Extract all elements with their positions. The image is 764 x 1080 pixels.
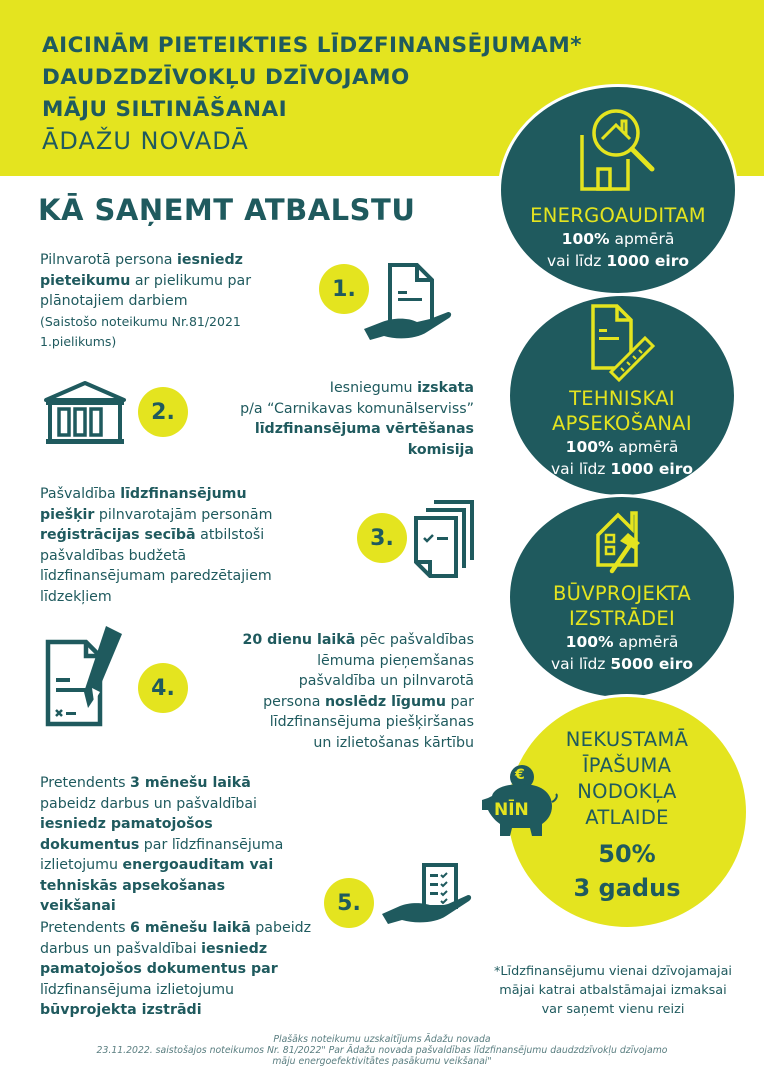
benefit-building-design [507,494,737,700]
text-bold: 100% [561,230,610,248]
house-hammer-icon [510,505,734,581]
text: pēc pašvaldības [355,632,474,648]
text-bold: veikšanai [40,898,116,914]
text-bold: pamatojošos dokumentus par [40,961,278,977]
text: darbus un pašvaldībai [40,940,202,957]
document-in-hand-icon [362,262,457,346]
step-1-note: (Saistošo noteikumu Nr.81/2021 [40,313,241,329]
benefit-percent [510,631,734,653]
text: Pilnvarotā persona [40,252,178,268]
footnote-line: var saņemt vienu reizi [541,1002,685,1017]
section-title: KĀ SAŅEMT ATBALSTU [38,193,416,227]
text: līdzfinansējumam paredzētajiem [40,568,272,584]
text-bold: tehniskās apsekošanas [40,877,226,894]
text: pašvaldība un pilnvarotā [298,673,474,689]
stacked-documents-check-icon [412,500,476,584]
benefit-title: IZSTRĀDEI [568,607,676,630]
checklist-in-hand-icon [380,862,475,936]
text: atbilstoši [195,527,265,543]
benefit-percent [510,436,734,458]
source-line: māju energoefektivitātes pasākumu veikšanai" [272,1056,492,1067]
footnote-line: mājai katrai atbalstāmajai izmaksai [499,983,727,998]
text: apmērā [613,438,679,456]
page-title [42,30,582,156]
text: apmērā [609,230,675,248]
text-bold: dokumentus [40,836,140,853]
text: p/a “Carnikavas komunālserviss” [240,400,474,417]
text-bold: izskata [417,380,474,396]
step-5-number: 5. [324,878,374,928]
text-bold: 100% [565,438,614,456]
footnote [468,962,758,1019]
text-bold: iesniedz [201,940,268,957]
contract-signing-pencil-icon [44,618,134,734]
text-bold: 5000 eiro [610,655,694,673]
step-5-text-b [40,918,350,1021]
text: pilnvarotajām personām [94,506,273,523]
step-3-number: 3. [357,513,407,563]
text: izlietojumu [40,857,123,873]
step-1-text [40,250,330,352]
benefit-title: BŪVPROJEKTA [552,582,692,605]
title-region: ĀDAŽU NOVADĀ [42,127,249,155]
text: apmērā [613,633,679,651]
text-bold: 20 dienu laikā [242,632,356,648]
text: pašvaldības budžetā [40,547,187,564]
text-bold: iesniedz pamatojošos [40,816,213,832]
piggy-label: NĪN [494,800,529,820]
text-bold: 3 mēnešu laikā [130,775,251,791]
benefit-technical-survey [507,293,737,498]
text: lēmuma pieņemšanas [317,652,474,669]
coin-label: € [515,767,525,783]
step-5-text-a [40,773,330,917]
text: Iesniegumu [329,380,418,396]
text: Pašvaldība [40,486,121,502]
text-bold: līdzfinansējumu [120,486,247,502]
text-bold: būvprojekta izstrādi [40,1002,202,1018]
text-bold: komisija [407,441,474,458]
step-2-number: 2. [138,387,188,437]
text: pabeidz [250,920,312,936]
text: līdzekļiem [40,588,112,605]
benefit-title: APSEKOŠANAI [552,412,692,435]
text: un izlietošanas kārtību [313,734,474,751]
source-line: Plašāks noteikumu uzskaitījums Ādažu novada [273,1034,491,1045]
step-3-text [40,484,340,607]
text: vai līdz [550,460,611,478]
title-line-3: MĀJU SILTINĀŠANAI [42,97,288,122]
benefit-title: ĪPAŠUMA [582,754,672,777]
text: par līdzfinansējuma [139,836,284,853]
text-bold: līdzfinansējuma vērtēšanas [254,421,474,437]
house-magnifier-icon [501,103,735,203]
text-bold: pieteikumu [40,272,131,289]
text-bold: energoauditam vai [122,857,274,873]
text: līdzfinansējuma izlietojumu [40,981,235,998]
step-1-note: 1.pielikums) [40,333,117,349]
text-bold: 1000 eiro [610,460,694,478]
text: Pretendents [40,920,131,936]
text-bold: 100% [565,633,614,651]
benefit-limit [510,458,734,480]
text-bold: piešķir [40,506,95,523]
text: persona [263,693,325,710]
text-bold: 6 mēnešu laikā [130,920,251,936]
text-bold: 1000 eiro [606,252,690,270]
benefit-title: TEHNISKAI [569,387,675,410]
benefit-limit [510,653,734,675]
benefit-title: ENERGOAUDITAM [530,204,706,227]
benefit-percent [501,228,735,250]
benefit-energy-audit [498,84,738,296]
step-4-text [190,630,474,753]
piggy-bank-euro-icon [482,762,562,840]
title-line-1: AICINĀM PIETEIKTIES LĪDZFINANSĒJUMAM* [42,33,582,58]
step-1-number: 1. [319,264,369,314]
text-bold: noslēdz līgumu [324,693,446,710]
text-bold: iesniedz [177,252,243,268]
text: vai līdz [550,655,611,673]
source-line: 23.11.2022. saistošajos noteikumos Nr. 81/2022" Par Ādažu novada pašvaldības līdzfinansējumu daudzdzīvokļu dzīvojamo [96,1045,668,1056]
text: Pretendents [40,775,131,791]
text-bold: reģistrācijas secībā [40,527,196,543]
benefit-limit [501,250,735,272]
benefit-title: ATLAIDE [585,806,669,829]
text: pabeidz darbus un pašvaldībai [40,795,257,812]
benefit-title: NODOKĻA [577,780,677,803]
benefit-percent: 50% [598,840,656,868]
text: par [445,693,474,710]
benefit-duration: 3 gadus [573,874,681,902]
title-line-2: DAUDZDZĪVOKĻU DZĪVOJAMO [42,65,410,90]
text: vai līdz [546,252,607,270]
source-reference [0,1034,764,1067]
text: līdzfinansējuma piešķiršanas [269,714,474,730]
footnote-line: *Līdzfinansējumu vienai dzīvojamajai [494,964,732,979]
step-2-text [200,378,474,460]
document-ruler-icon [510,302,734,386]
institution-building-icon [42,380,128,450]
benefit-title: NEKUSTAMĀ [565,728,689,751]
step-4-number: 4. [138,663,188,713]
text: plānotajiem darbiem [40,293,188,309]
text: ar pielikumu par [130,272,252,289]
